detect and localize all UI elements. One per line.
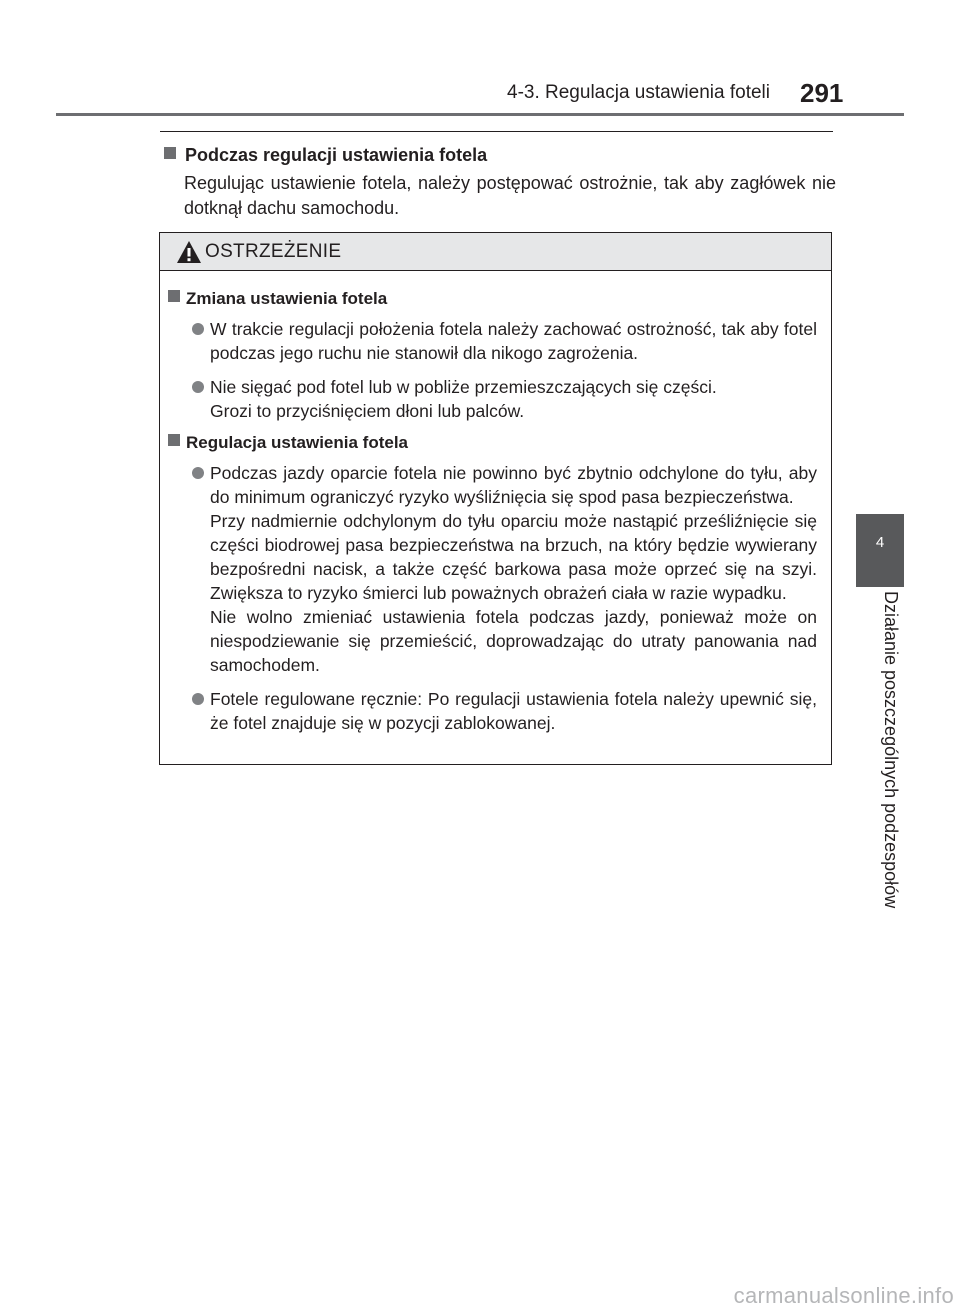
warning-bullet xyxy=(168,687,817,735)
warning-paragraph: Przy nadmiernie odchylonym do tyłu oparciu może nastąpić prześliźnięcie się części biodrowej pasa bezpieczeństwa na brzuch, na który będzie wywierany bezpośredni nacisk, a także część barkowa pasa może oprzeć się na szyi. Zwiększa to ryzyko śmierci lub poważnych obrażeń ciała w razie wypadku. xyxy=(210,511,817,603)
warning-subheading-text: Zmiana ustawienia fotela xyxy=(186,289,388,308)
watermark: carmanualsonline.info xyxy=(733,1283,954,1308)
chapter-title: Działanie poszczególnych podzespołów xyxy=(881,591,901,909)
warning-bullet xyxy=(168,317,817,365)
warning-paragraph: Podczas jazdy oparcie fotela nie powinno być zbytnio odchylone do tyłu, aby do minimum ograniczyć ryzyko wyśliźnięcia się spod pasa bezpieczeństwa. xyxy=(210,463,817,507)
warning-box xyxy=(159,232,832,765)
circle-bullet-icon xyxy=(192,381,204,393)
warning-subheading-text: Regulacja ustawienia fotela xyxy=(186,433,409,452)
info-section xyxy=(164,143,836,221)
warning-header xyxy=(160,233,831,271)
section-body: Regulując ustawienie fotela, należy postępować ostrożnie, tak aby zagłówek nie dotknął dachu samochodu. xyxy=(184,173,836,218)
section-heading-text: Podczas regulacji ustawienia fotela xyxy=(185,145,488,165)
square-bullet-icon xyxy=(168,290,180,302)
warning-triangle-icon xyxy=(176,240,202,264)
warning-paragraph: Nie sięgać pod fotel lub w pobliże przemieszczających się części. xyxy=(210,377,717,397)
chapter-number: 4 xyxy=(875,534,885,551)
warning-title: OSTRZEŻENIE xyxy=(205,241,342,262)
warning-content xyxy=(160,271,831,735)
warning-subheading xyxy=(168,431,817,455)
circle-bullet-icon xyxy=(192,467,204,479)
section-rule xyxy=(160,131,833,132)
section-heading xyxy=(164,143,836,167)
warning-paragraph: W trakcie regulacji położenia fotela należy zachować ostrożność, tak aby fotel podczas jego ruchu nie stanowił dla nikogo zagrożenia. xyxy=(210,319,817,363)
warning-subheading xyxy=(168,287,817,311)
page-number: 291 xyxy=(800,78,844,108)
circle-bullet-icon xyxy=(192,693,204,705)
warning-bullet xyxy=(168,461,817,677)
chapter-tab xyxy=(856,514,904,587)
warning-paragraph: Grozi to przyciśnięciem dłoni lub palców. xyxy=(210,401,525,421)
header-rule xyxy=(56,113,904,116)
square-bullet-icon xyxy=(164,147,176,159)
warning-paragraph: Fotele regulowane ręcznie: Po regulacji ustawienia fotela należy upewnić się, że fotel znajduje się w pozycji zablokowanej. xyxy=(210,689,817,733)
warning-bullet xyxy=(168,375,817,423)
square-bullet-icon xyxy=(168,434,180,446)
warning-paragraph: Nie wolno zmieniać ustawienia fotela podczas jazdy, ponieważ może on niespodziewanie się przemieścić, doprowadzając do utraty panowania nad samochodem. xyxy=(210,607,817,675)
circle-bullet-icon xyxy=(192,323,204,335)
running-header-title: 4-3. Regulacja ustawienia foteli xyxy=(507,82,770,103)
